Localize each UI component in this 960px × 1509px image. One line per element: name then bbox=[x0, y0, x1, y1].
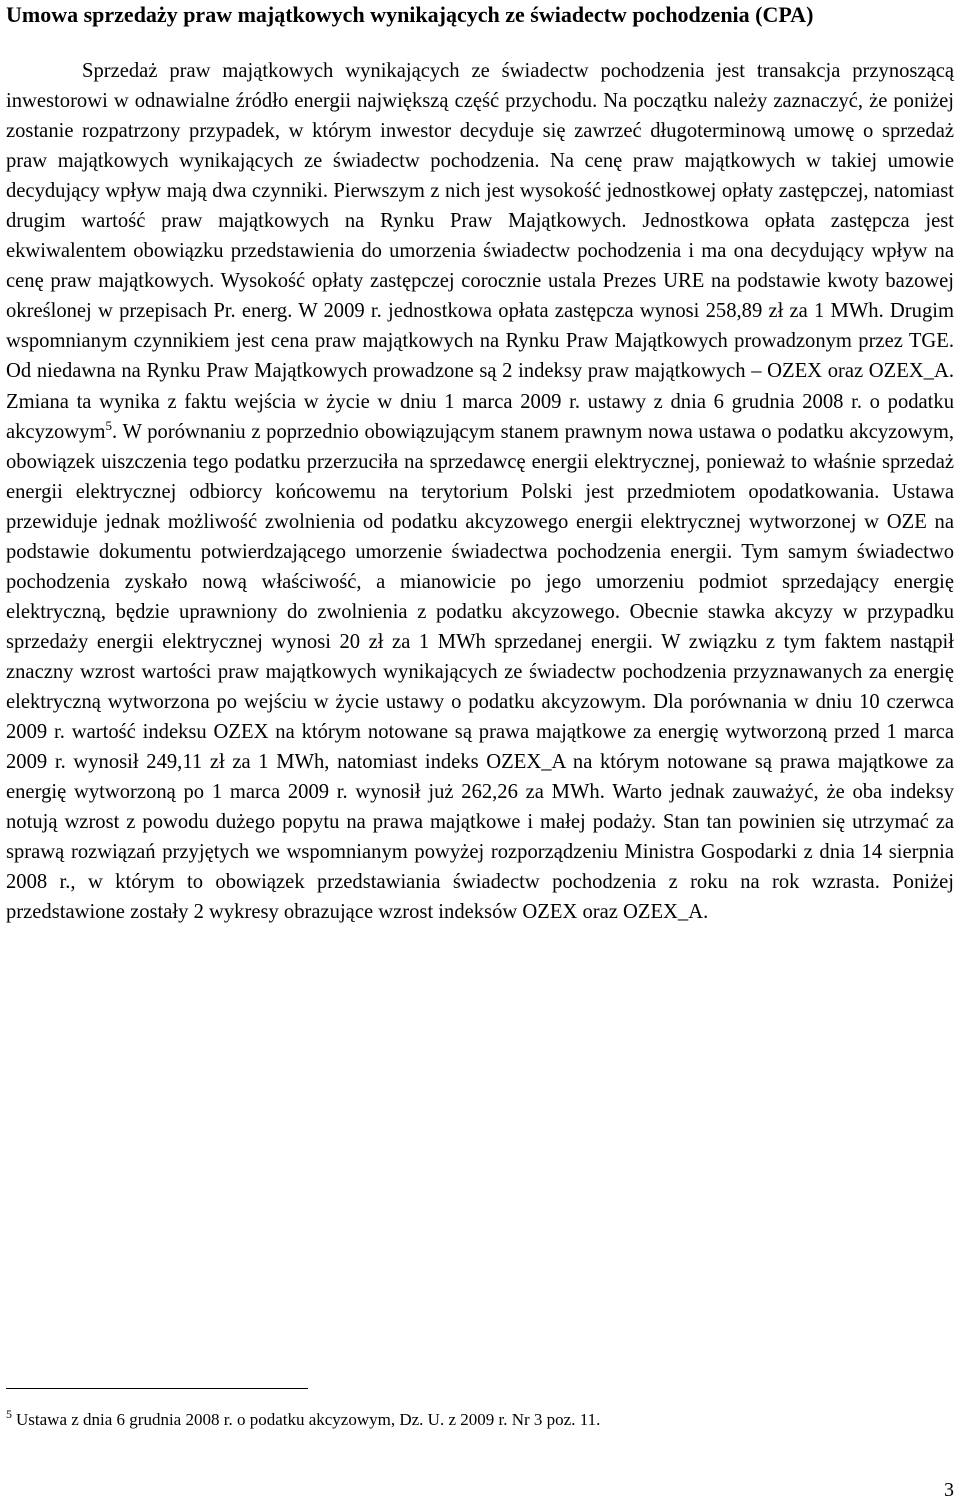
footnote-separator bbox=[6, 1388, 308, 1389]
page-title: Umowa sprzedaży praw majątkowych wynikających ze świadectw pochodzenia (CPA) bbox=[6, 2, 814, 27]
paragraph-text-part-1: Sprzedaż praw majątkowych wynikających ze świadectw pochodzenia jest transakcja przynoszącą inwestorowi w odnawialne źródło energii największą część przychodu. Na początku należy zaznaczyć, że poniżej zostanie rozpatrzony przypadek, w którym inwestor decyduje się zawrzeć długoterminową umowę o sprzedaż praw majątkowych wynikających ze świadectw pochodzenia. Na cenę praw majątkowych w takiej umowie decydujący wpływ mają dwa czynniki. Pierwszym z nich jest wysokość jednostkowej opłaty zastępczej, natomiast drugim wartość praw majątkowych na Rynku Praw Majątkowych. Jednostkowa opłata zastępcza jest ekwiwalentem obowiązku przedstawienia do umorzenia świadectw pochodzenia i ma ona decydujący wpływ na cenę praw majątkowych. Wysokość opłaty zastępczej corocznie ustala Prezes URE na podstawie kwoty bazowej określonej w przepisach Pr. energ. W 2009 r. jednostkowa opłata zastępcza wynosi 258,89 zł za 1 MWh. Drugim wspomnianym czynnikiem jest cena praw majątkowych na Rynku Praw Majątkowych prowadzonym przez TGE. Od niedawna na Rynku Praw Majątkowych prowadzone są 2 indeksy praw majątkowych – OZEX oraz OZEX_A. Zmiana ta wynika z faktu wejścia w życie w dniu 1 marca 2009 r. ustawy z dnia 6 grudnia 2008 r. o podatku akcyzowym bbox=[6, 60, 954, 443]
page-number: 3 bbox=[944, 1479, 954, 1501]
footnote-mark: 5 bbox=[6, 1407, 12, 1421]
footnote bbox=[6, 1409, 954, 1431]
body-paragraph bbox=[6, 56, 954, 927]
footnote-reference-mark: 5 bbox=[105, 417, 112, 433]
footnote-text: Ustawa z dnia 6 grudnia 2008 r. o podatku akcyzowym, Dz. U. z 2009 r. Nr 3 poz. 11. bbox=[16, 1410, 601, 1429]
paragraph-text-part-2: . W porównaniu z poprzednio obowiązującym stanem prawnym nowa ustawa o podatku akcyzowym, obowiązek uiszczenia tego podatku przerzuciła na sprzedawcę energii elektrycznej, ponieważ to właśnie sprzedaż energii elektrycznej odbiorcy końcowemu na terytorium Polski jest przedmiotem opodatkowania. Ustawa przewiduje jednak możliwość zwolnienia od podatku akcyzowego energii elektrycznej wytworzonej w OZE na podstawie dokumentu potwierdzającego umorzenie świadectwa pochodzenia energii. Tym samym świadectwo pochodzenia zyskało nową właściwość, a mianowicie po jego umorzeniu podmiot sprzedający energię elektryczną, będzie uprawniony do zwolnienia z podatku akcyzowego. Obecnie stawka akcyzy w przypadku sprzedaży energii elektrycznej wynosi 20 zł za 1 MWh sprzedanej energii. W związku z tym faktem nastąpił znaczny wzrost wartości praw majątkowych wynikających ze świadectw pochodzenia przyznawanych za energię elektryczną wytworzona po wejściu w życie ustawy o podatku akcyzowym. Dla porównania w dniu 10 czerwca 2009 r. wartość indeksu OZEX na którym notowane są prawa majątkowe za energię wytworzoną przed 1 marca 2009 r. wynosił 249,11 zł za 1 MWh, natomiast indeks OZEX_A na którym notowane są prawa majątkowe za energię wytworzoną po 1 marca 2009 r. wynosił już 262,26 za MWh. Warto jednak zauważyć, że oba indeksy notują wzrost z powodu dużego popytu na prawa majątkowe i małej podaży. Stan tan powinien się utrzymać za sprawą rozwiązań przyjętych we wspomnianym powyżej rozporządzeniu Ministra Gospodarki z dnia 14 sierpnia 2008 r., w którym to obowiązek przedstawiania świadectw pochodzenia z roku na rok wzrasta. Poniżej przedstawione zostały 2 wykresy obrazujące wzrost indeksów OZEX oraz OZEX_A. bbox=[6, 420, 954, 924]
